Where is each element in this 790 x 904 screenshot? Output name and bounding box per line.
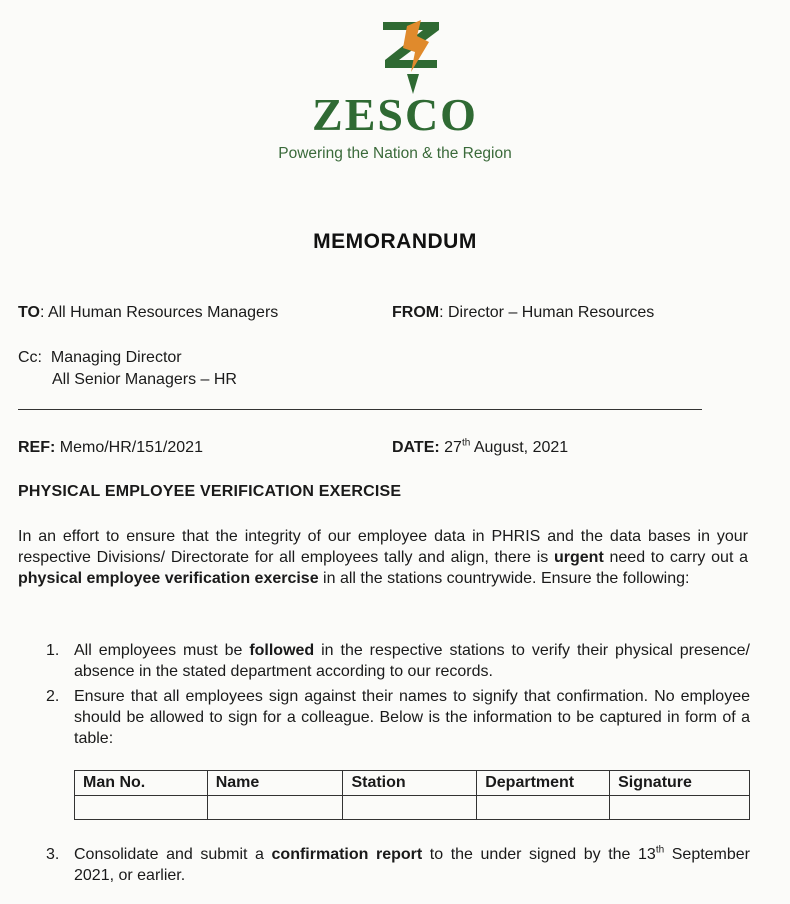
column-header: Department [477,771,610,796]
column-header: Station [343,771,477,796]
to-label: TO [18,304,40,321]
list-number: 3. [46,846,60,863]
date-rest: August, 2021 [473,439,569,456]
column-header: Name [207,771,343,796]
table-cell [207,796,343,820]
header-divider [18,409,702,410]
table-cell [75,796,208,820]
table-cell [610,796,750,820]
ref-value: Memo/HR/151/2021 [59,439,203,456]
intro-paragraph: In an effort to ensure that the integrity of our employee data in PHRIS and the data bases in your respective Divisions/ Directorate for all employees tally and align, there is urgent need to carry out a physical employee verification exercise in all the stations countrywide. Ensure the following: [18,528,748,587]
memo-subject: PHYSICAL EMPLOYEE VERIFICATION EXERCISE [18,483,402,500]
column-header: Man No. [75,771,208,796]
from-line: FROM: Director – Human Resources [392,304,655,321]
table-header-row [75,771,750,796]
table-cell [477,796,610,820]
memo-title: MEMORANDUM [313,230,477,253]
capture-table [74,770,750,820]
list-item-3: 3. Consolidate and submit a confirmation report to the under signed by the 13th September 2021, or earlier. [46,844,751,884]
column-header: Signature [610,771,750,796]
table-row [75,796,750,820]
cc-line [18,349,182,367]
list-item-2: 2. Ensure that all employees sign against their names to signify that confirmation. No employee should be allowed to sign for a colleague. Below is the information to be captured in form of a table: [46,688,750,747]
to-line: TO: All Human Resources Managers [18,304,279,321]
list-item-1: 1. All employees must be followed in the respective stations to verify their physical presence/ absence in the stated department according to our records. [46,642,751,680]
list-number: 2. [46,688,60,705]
zesco-lightning-logo-icon [377,16,447,96]
table-cell [343,796,477,820]
cc-recipient-1: Managing Director [50,349,182,366]
date-line [392,439,568,457]
date-label: DATE: [392,439,440,456]
company-tagline: Powering the Nation & the Region [278,145,512,162]
from-label: FROM [392,304,440,321]
ref-label: REF: [18,439,56,456]
emphasis-followed: followed [249,642,315,659]
emphasis-urgent: urgent [554,549,604,566]
ref-line [18,439,203,457]
company-logo-wordmark: ZESCO [312,89,478,140]
list-number: 1. [46,642,60,659]
emphasis-report: confirmation report [271,846,423,863]
emphasis-exercise: physical employee verification exercise [18,570,319,587]
date-suffix: th [461,437,471,449]
date-day: 27 [444,439,462,456]
cc-recipient-2: All Senior Managers – HR [52,371,237,388]
to-value: All Human Resources Managers [47,304,279,321]
cc-label: Cc: [18,349,42,366]
cc-line-2 [52,371,237,389]
from-value: Director – Human Resources [448,304,655,321]
